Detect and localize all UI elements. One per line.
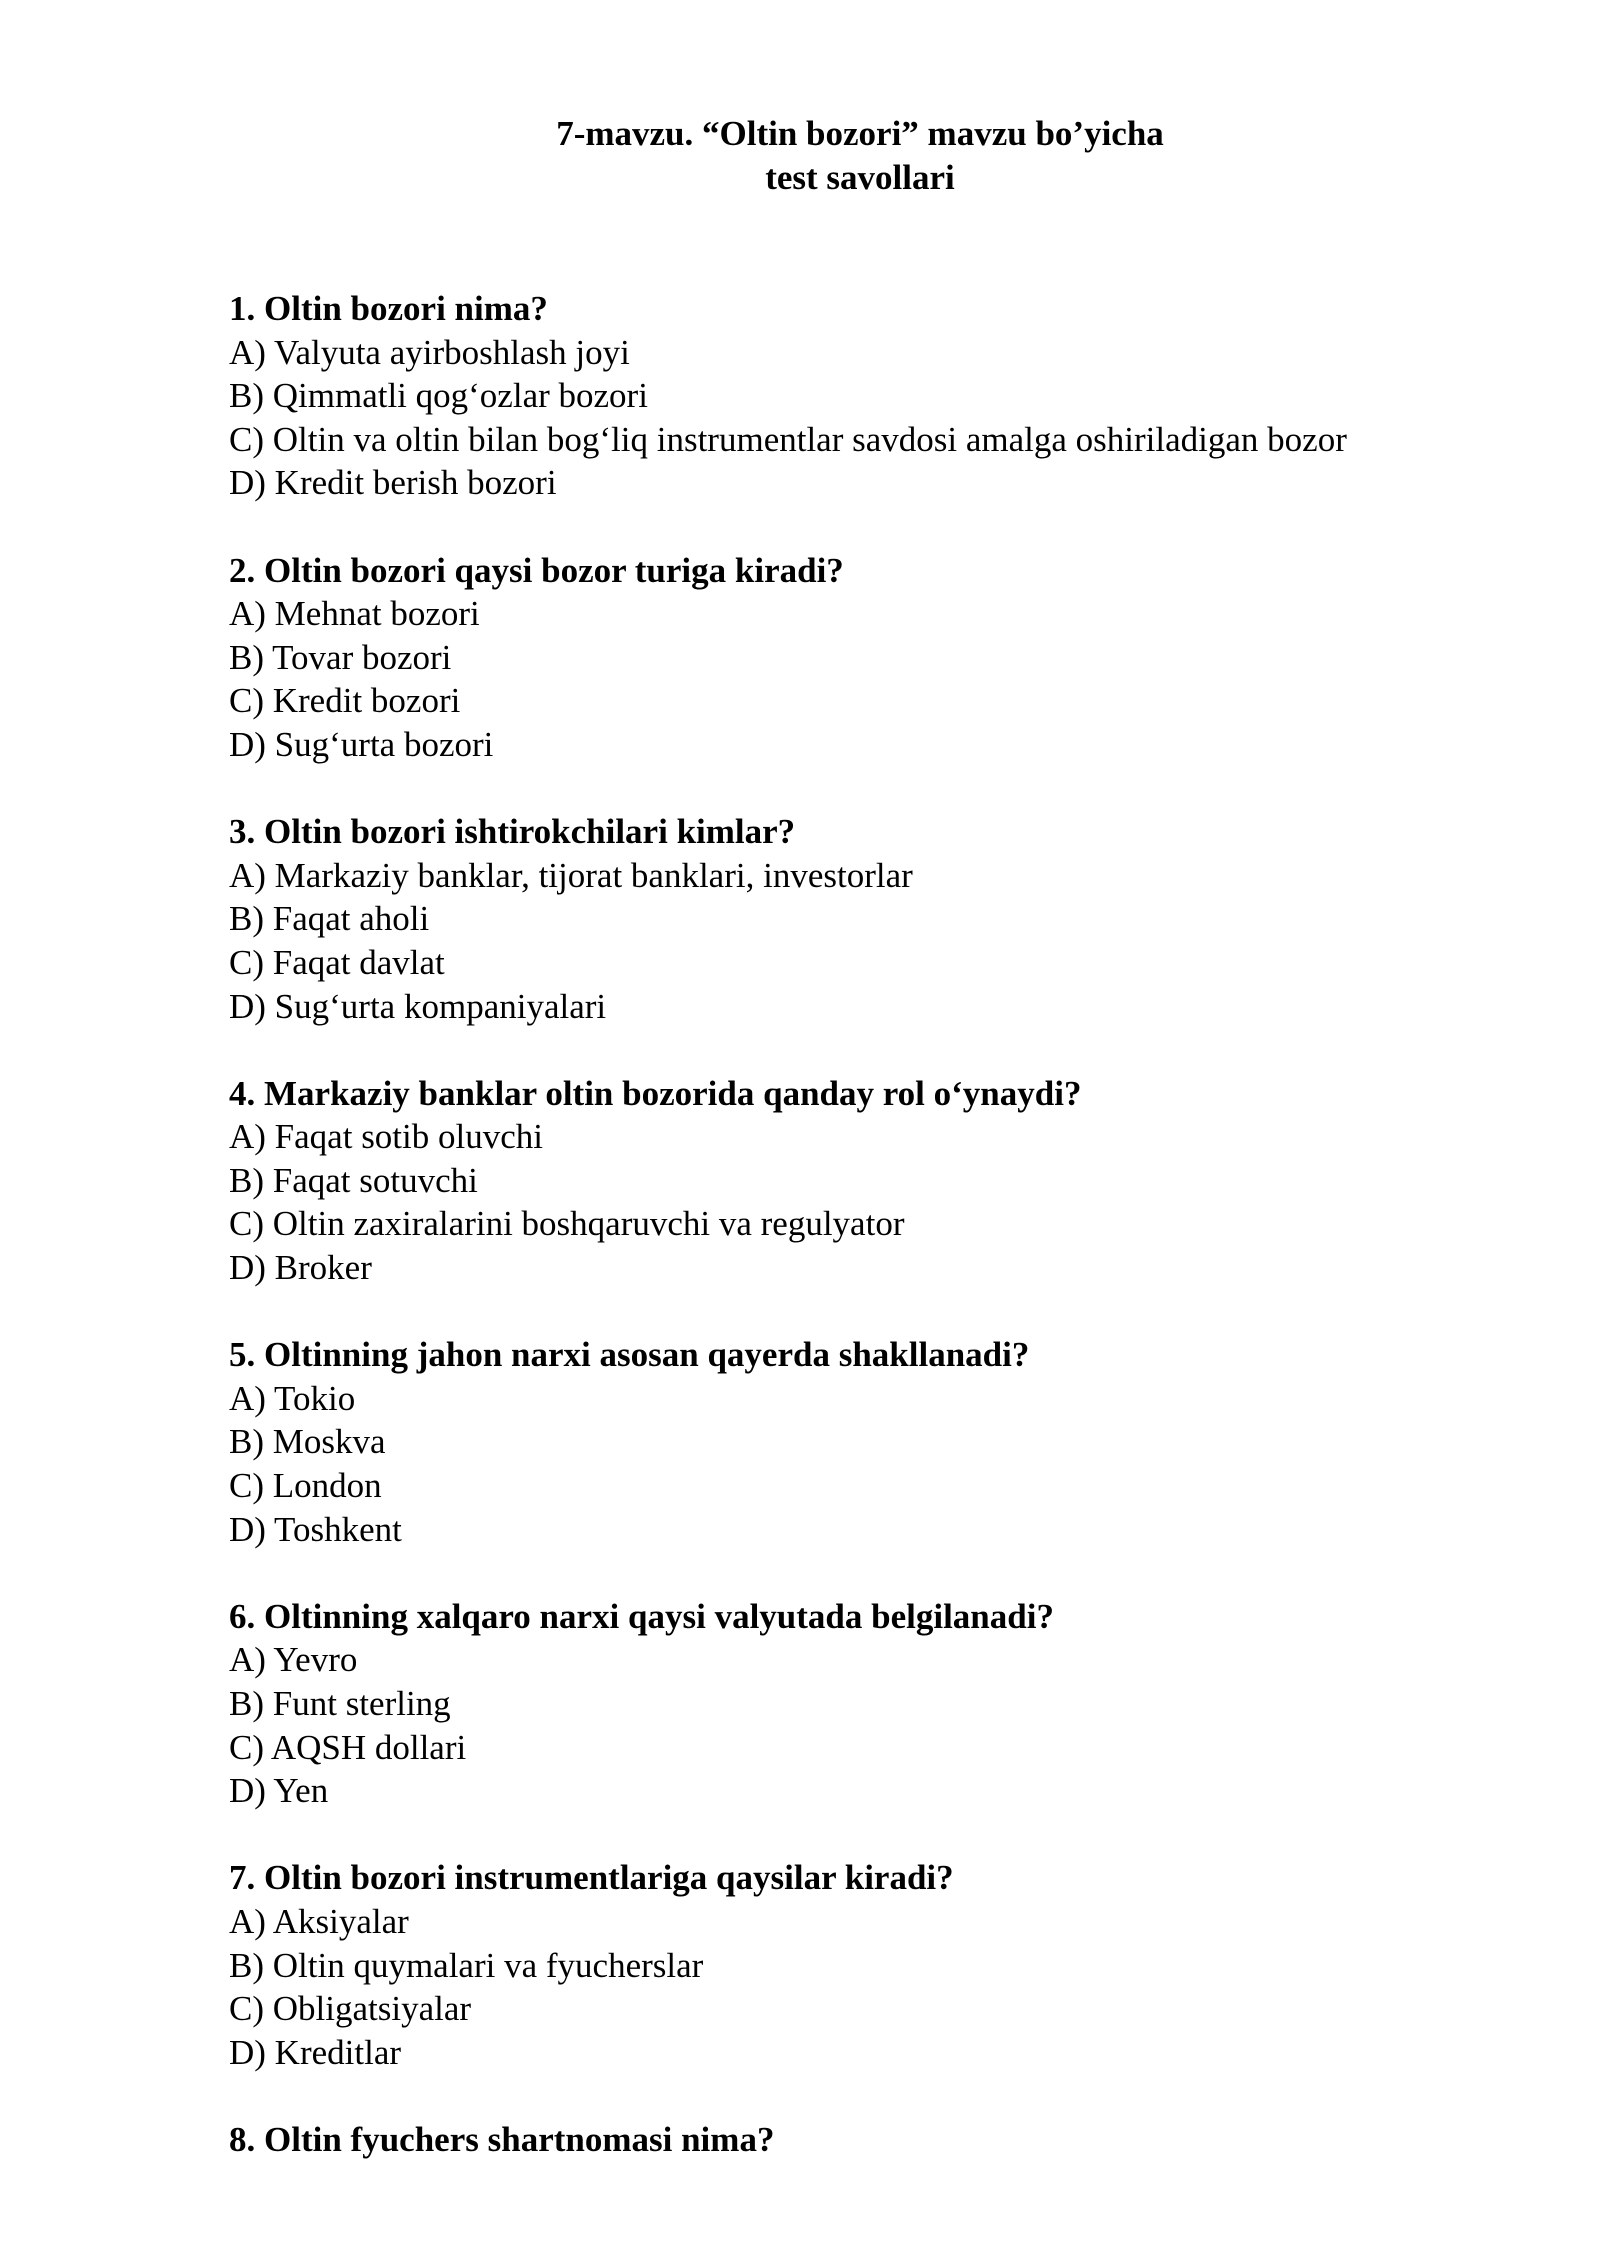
answer-option: C) Obligatsiyalar	[229, 1989, 472, 2029]
question-block	[229, 1595, 1569, 1813]
answer-option: D) Kreditlar	[229, 2032, 402, 2072]
title-line-1: 7-mavzu. “Oltin bozori” mavzu bo’yicha	[556, 114, 1164, 153]
answer-option: C) AQSH dollari	[229, 1727, 467, 1767]
document-title	[0, 112, 1600, 200]
question-text: 5. Oltinning jahon narxi asosan qayerda shakllanadi?	[229, 1335, 1030, 1375]
answer-option: C) Faqat davlat	[229, 942, 445, 982]
answer-option: B) Qimmatli qog‘ozlar bozori	[229, 376, 648, 416]
question-text: 8. Oltin fyuchers shartnomasi nima?	[229, 2119, 775, 2159]
answer-option: A) Mehnat bozori	[229, 594, 480, 634]
answer-option: C) Kredit bozori	[229, 681, 461, 721]
answer-option: B) Oltin quymalari va fyucherslar	[229, 1945, 704, 1985]
question-text: 3. Oltin bozori ishtirokchilari kimlar?	[229, 812, 796, 852]
question-block	[229, 549, 1569, 767]
question-text: 4. Markaziy banklar oltin bozorida qanday rol o‘ynaydi?	[229, 1073, 1082, 1113]
question-block	[229, 1072, 1569, 1290]
title-line-2: test savollari	[765, 158, 955, 197]
answer-option: D) Yen	[229, 1771, 329, 1811]
answer-option: C) Oltin va oltin bilan bog‘liq instrumentlar savdosi amalga oshiriladigan bozor	[229, 419, 1347, 459]
answer-option: B) Moskva	[229, 1422, 386, 1462]
answer-option: B) Tovar bozori	[229, 637, 452, 677]
answer-option: A) Valyuta ayirboshlash joyi	[229, 332, 630, 372]
question-block	[229, 1333, 1569, 1551]
answer-option: B) Faqat sotuvchi	[229, 1160, 478, 1200]
answer-option: B) Faqat aholi	[229, 899, 430, 939]
question-block	[229, 2118, 1569, 2162]
answer-option: A) Aksiyalar	[229, 1901, 409, 1941]
answer-option: C) London	[229, 1466, 382, 1506]
question-text: 7. Oltin bozori instrumentlariga qaysilar kiradi?	[229, 1858, 954, 1898]
answer-option: D) Kredit berish bozori	[229, 463, 557, 503]
question-list	[229, 287, 1569, 2205]
question-block	[229, 810, 1569, 1028]
answer-option: D) Sug‘urta kompaniyalari	[229, 986, 607, 1026]
question-text: 1. Oltin bozori nima?	[229, 289, 548, 328]
answer-option: A) Yevro	[229, 1640, 358, 1680]
question-text: 2. Oltin bozori qaysi bozor turiga kiradi?	[229, 550, 844, 590]
answer-option: D) Broker	[229, 1248, 372, 1288]
answer-option: A) Markaziy banklar, tijorat banklari, investorlar	[229, 855, 913, 895]
question-text: 6. Oltinning xalqaro narxi qaysi valyutada belgilanadi?	[229, 1596, 1054, 1636]
question-block	[229, 1856, 1569, 2074]
answer-option: C) Oltin zaxiralarini boshqaruvchi va regulyator	[229, 1204, 905, 1244]
answer-option: D) Toshkent	[229, 1509, 402, 1549]
answer-option: A) Faqat sotib oluvchi	[229, 1117, 543, 1157]
question-block	[229, 287, 1569, 505]
answer-option: A) Tokio	[229, 1378, 356, 1418]
answer-option: D) Sug‘urta bozori	[229, 724, 494, 764]
answer-option: B) Funt sterling	[229, 1684, 451, 1723]
